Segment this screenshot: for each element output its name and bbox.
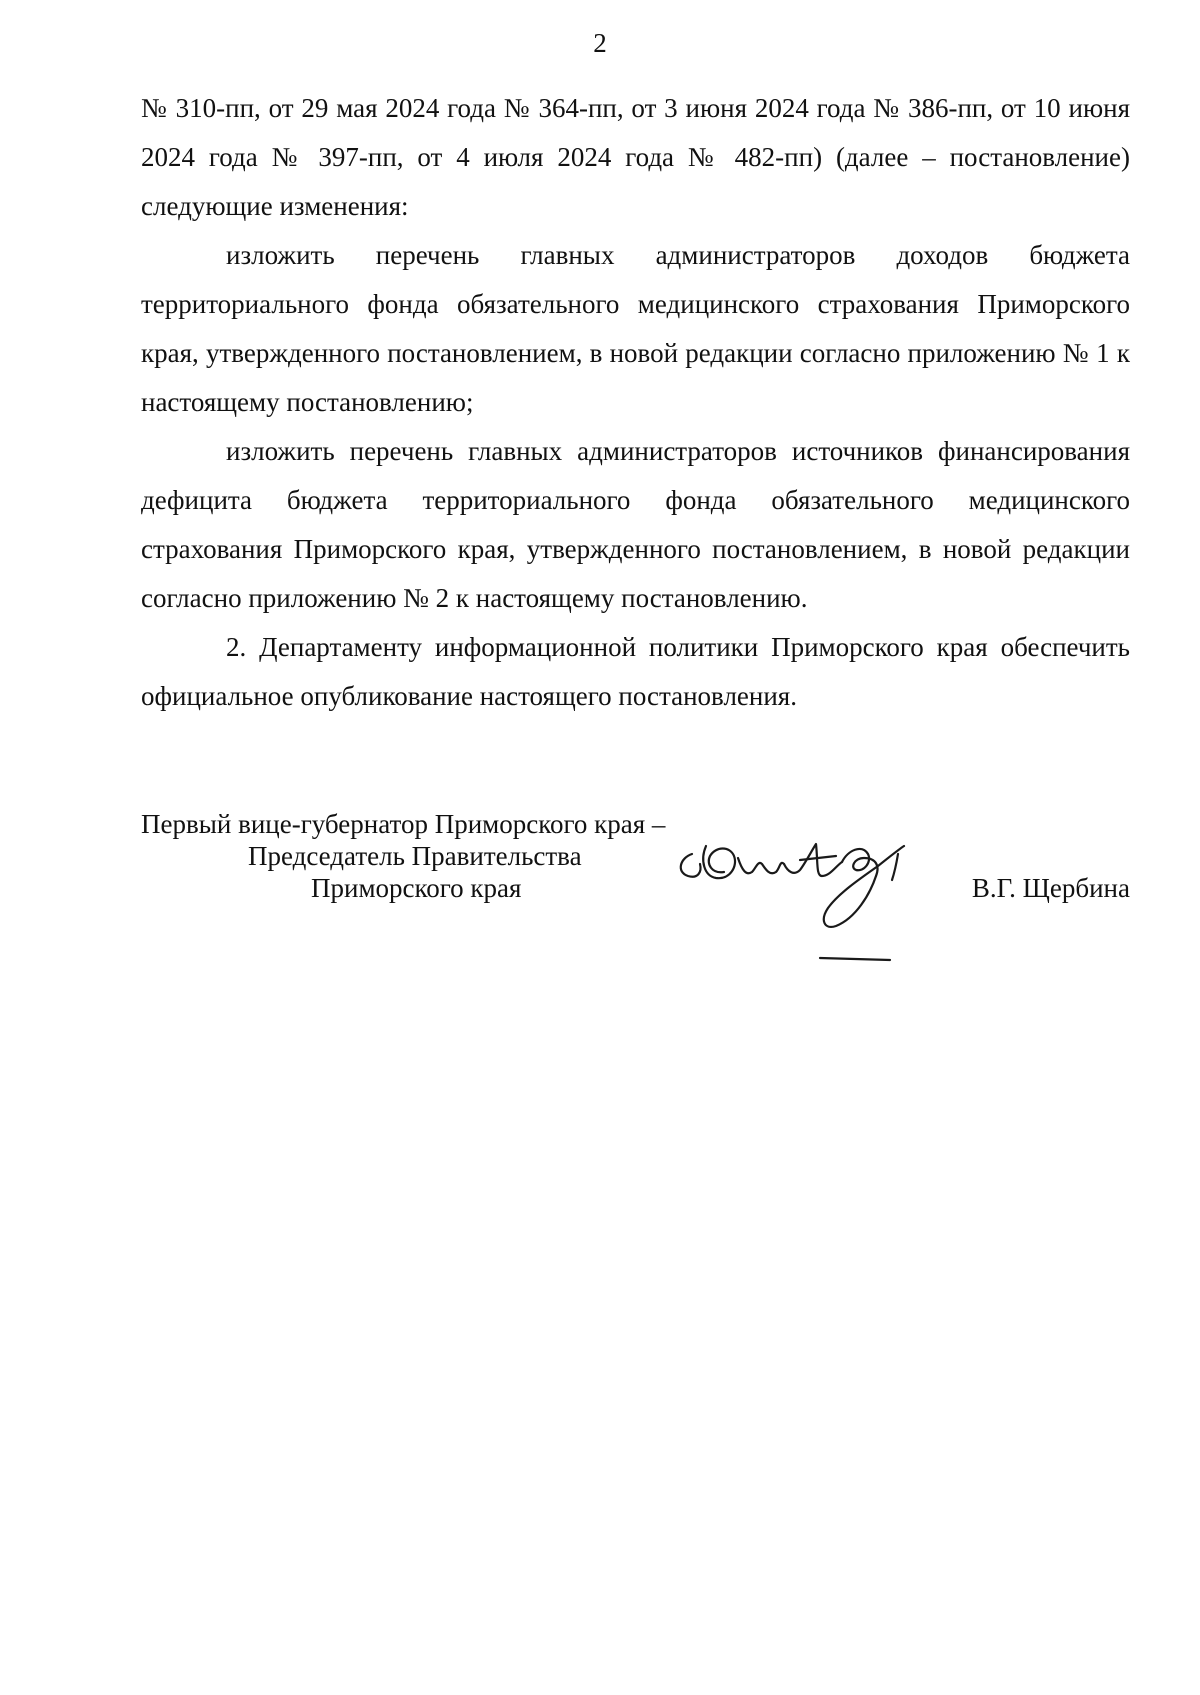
signatory-name: В.Г. Щербина [971, 873, 1130, 903]
paragraph-deficit-sources: изложить перечень главных администраторов источников финансирования дефицита бюджета территориального фонда обязательного медицинского страхования Приморского края, утвержденного постановлением, в новой редакции согласно приложению № 2 к настоящему постановлению. [141, 436, 1130, 613]
signatory-title-line-3: Приморского края [311, 873, 522, 903]
document-body [141, 84, 1130, 721]
paragraph-publication: 2. Департаменту информационной политики Приморского края обеспечить официальное опубликование настоящего постановления. [141, 632, 1130, 711]
page-number: 2 [593, 28, 607, 58]
signatory-title-line-1: Первый вице-губернатор Приморского края – [141, 809, 666, 839]
paragraph-revenue-administrators: изложить перечень главных администраторов доходов бюджета территориального фонда обязательного медицинского страхования Приморского края, утвержденного постановлением, в новой редакции согласно приложению № 1 к настоящему постановлению; [141, 240, 1130, 417]
handwritten-signature [672, 832, 972, 982]
paragraph-continuation: № 310-пп, от 29 мая 2024 года № 364-пп, от 3 июня 2024 года № 386-пп, от 10 июня 2024 года № 397-пп, от 4 июля 2024 года № 482-пп) (далее – постановление) следующие изменения: [141, 93, 1130, 221]
signature-block [141, 808, 1130, 904]
signatory-title-line-2: Председатель Правительства [248, 841, 582, 871]
